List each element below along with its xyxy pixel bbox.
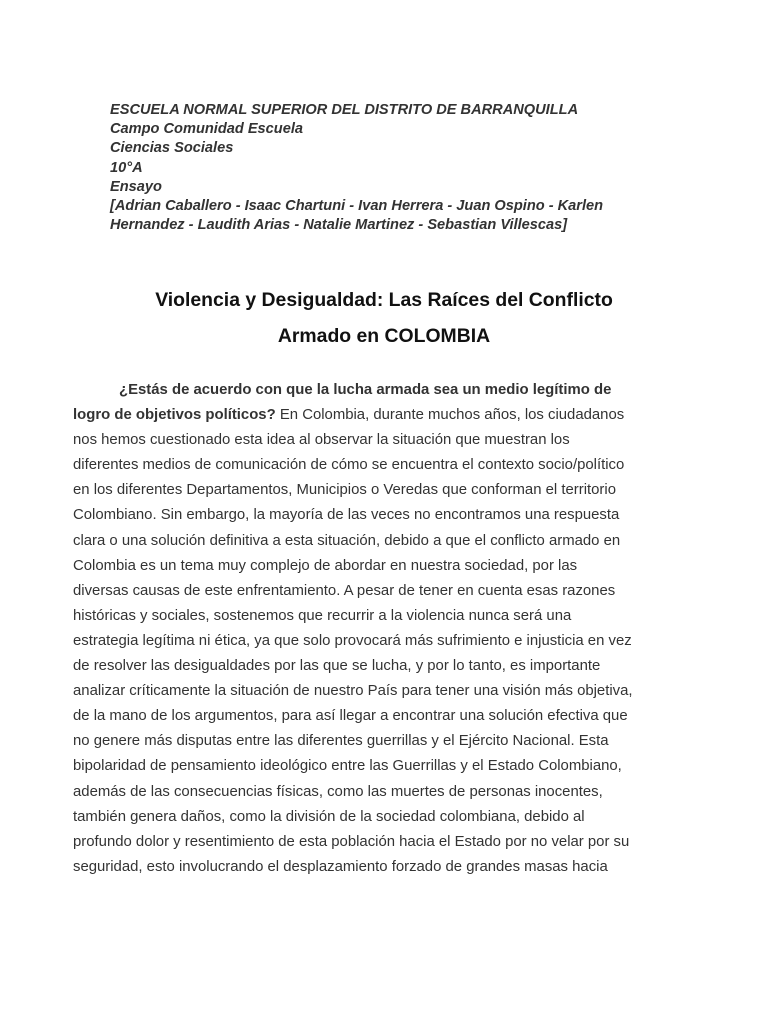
paragraph-line: nos hemos cuestionado esta idea al observar la situación que muestran los	[73, 432, 570, 449]
paragraph-line: de la mano de los argumentos, para así llegar a encontrar una solución efectiva que	[73, 708, 628, 725]
paragraph-line: diferentes medios de comunicación de cómo se encuentra el contexto socio/político	[73, 457, 625, 474]
paragraph-line: diversas causas de este enfrentamiento. A pesar de tener en cuenta esas razones	[73, 582, 616, 599]
paragraph-line: también genera daños, como la división de la sociedad colombiana, debido al	[73, 808, 585, 825]
opening-question-line-1	[73, 378, 673, 403]
opening-question-text-1: ¿Estás de acuerdo con que la lucha armada sea un medio legítimo de	[119, 382, 612, 398]
essay-title-line-1: Violencia y Desigualdad: Las Raíces del Conflicto	[155, 289, 613, 311]
paragraph-line: no genere más disputas entre las diferentes guerrillas y el Ejército Nacional. Esta	[73, 733, 609, 750]
paragraph-line: clara o una solución definitiva a esta situación, debido a que el conflicto armado en	[73, 532, 621, 549]
essay-title-line-2: Armado en COLOMBIA	[277, 324, 491, 347]
essay-title	[60, 283, 708, 354]
paragraph-line: además de las consecuencias físicas, como las muertes de personas inocentes,	[73, 783, 603, 800]
paragraph-line: seguridad, esto involucrando el desplazamiento forzado de grandes masas hacia	[73, 858, 608, 875]
grade-label: 10°A	[110, 159, 143, 176]
paragraph-line: de resolver las desigualdades por las que se lucha, y por lo tanto, es importante	[73, 658, 601, 675]
program-name: Campo Comunidad Escuela	[110, 121, 303, 138]
opening-question-line-2	[73, 403, 673, 428]
paragraph-line: históricas y sociales, sostenemos que recurrir a la violencia nunca será una	[73, 607, 572, 624]
paragraph-line: Colombiano. Sin embargo, la mayoría de las veces no encontramos una respuesta	[73, 507, 620, 524]
paragraph-line: en los diferentes Departamentos, Municipios o Veredas que conforman el territorio	[73, 482, 616, 499]
subject-name: Ciencias Sociales	[110, 140, 234, 157]
paragraph-line: Colombia es un tema muy complejo de abordar en nuestra sociedad, por las	[73, 557, 578, 574]
document-type: Ensayo	[110, 178, 162, 195]
authors-line-2: Hernandez - Laudith Arias - Natalie Martinez - Sebastian Villescas]	[110, 217, 568, 234]
document-header	[110, 101, 670, 235]
paragraph-line: estrategia legítima ni ética, ya que solo provocará más sufrimiento e injusticia en vez	[73, 632, 632, 649]
paragraph-line: profundo dolor y resentimiento de esta población hacia el Estado por no velar por su	[73, 833, 630, 850]
opening-question-text-2: logro de objetivos políticos?	[73, 407, 276, 424]
authors-line-1: [Adrian Caballero - Isaac Chartuni - Ivan Herrera - Juan Ospino - Karlen	[110, 198, 604, 215]
paragraph-text-start: En Colombia, durante muchos años, los ciudadanos	[275, 407, 625, 424]
essay-body	[73, 378, 673, 880]
paragraph-line: bipolaridad de pensamiento ideológico entre las Guerrillas y el Estado Colombiano,	[73, 758, 622, 775]
school-name: ESCUELA NORMAL SUPERIOR DEL DISTRITO DE BARRANQUILLA	[110, 102, 579, 118]
paragraph-line: analizar críticamente la situación de nuestro País para tener una visión más objetiva,	[73, 683, 633, 700]
